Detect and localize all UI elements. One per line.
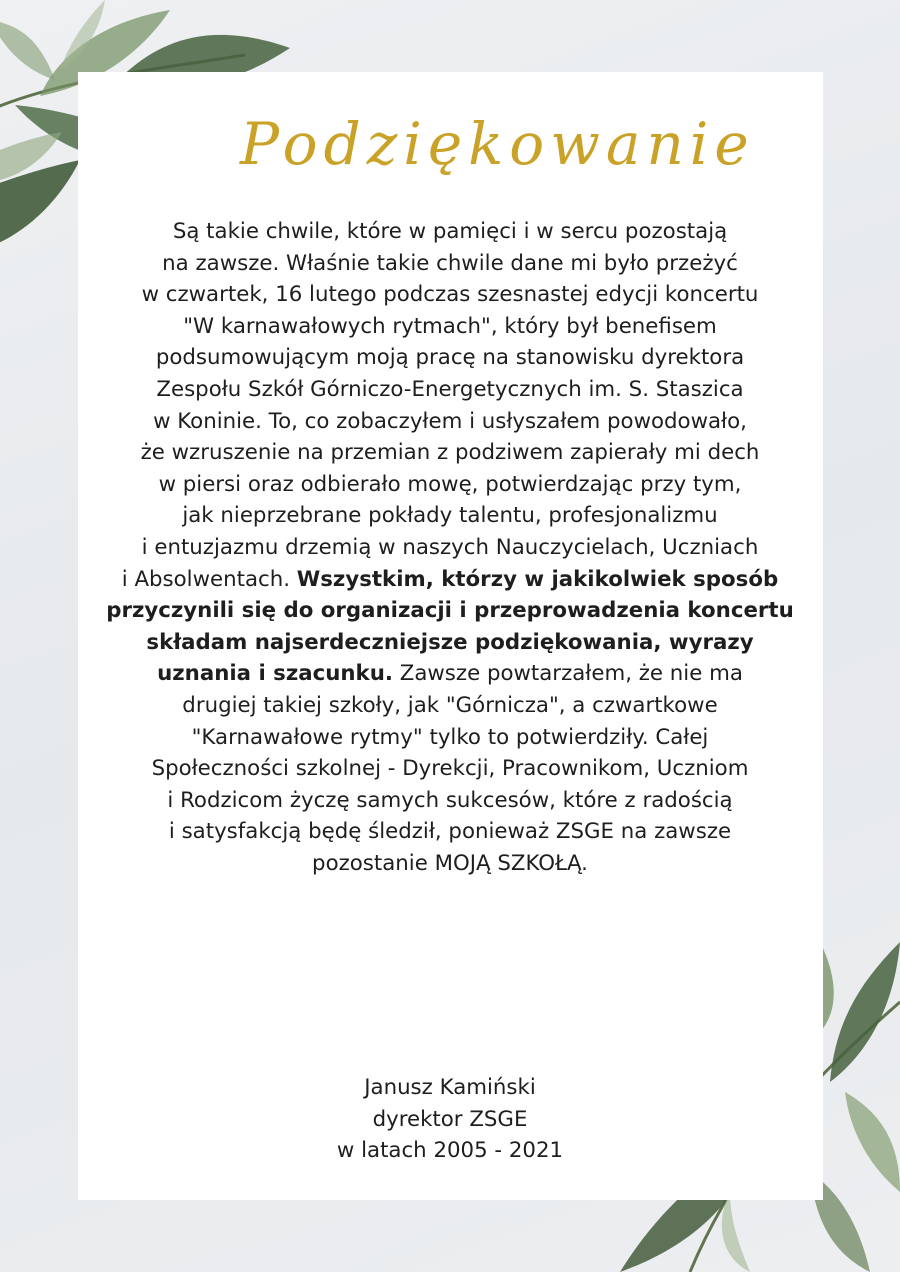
body-text-segment: i Absolwentach. <box>121 566 297 592</box>
signature-name: Janusz Kamiński <box>364 1075 536 1100</box>
body-line <box>96 816 804 848</box>
body-text-segment: Są takie chwile, które w pamięci i w sercu pozostają <box>172 219 728 244</box>
body-text-bold: Wszystkim, którzy w jakikolwiek sposób <box>296 566 779 592</box>
title-lettering-text: Podziękowanie <box>240 110 755 178</box>
signature-role: dyrektor ZSGE <box>372 1106 528 1132</box>
body-text-segment: "Karnawałowe rytmy" tylko to potwierdziły. Całej <box>191 724 709 750</box>
body-line <box>96 564 804 596</box>
signature-block <box>96 1072 804 1167</box>
body-line <box>96 753 804 785</box>
body-line <box>96 248 804 280</box>
body-line <box>96 722 804 754</box>
body-line <box>96 311 804 343</box>
body-line <box>96 627 804 659</box>
body-text-segment: i Rodzicom życzę samych sukcesów, które z radością <box>167 787 733 813</box>
body-text-segment: podsumowującym moją pracę na stanowisku dyrektora <box>155 345 745 371</box>
body-text-segment: i entuzjazmu drzemią w naszych Nauczycielach, Uczniach <box>141 534 759 560</box>
body-text-bold: przyczynili się do organizacji i przeprowadzenia koncertu <box>106 598 794 624</box>
body-line <box>96 469 804 501</box>
page-title <box>230 92 755 202</box>
body-text-segment: na zawsze. Właśnie takie chwile dane mi było przeżyć <box>162 250 738 276</box>
body-line <box>96 785 804 817</box>
body-text-segment: pozostanie MOJĄ SZKOŁĄ. <box>312 850 588 876</box>
body-line <box>96 342 804 374</box>
body-text-segment: że wzruszenie na przemian z podziwem zapierały mi dech <box>140 440 760 466</box>
body-line <box>96 658 804 690</box>
body-text-bold: składam najserdeczniejsze podziękowania, wyrazy <box>146 629 754 655</box>
body-text-segment: "W karnawałowych rytmach", który był benefisem <box>183 313 717 339</box>
body-text-segment: jak nieprzebrane pokłady talentu, profesjonalizmu <box>182 503 718 529</box>
signature-years: w latach 2005 - 2021 <box>336 1138 564 1164</box>
body-line <box>96 216 804 248</box>
body-text-segment: w czwartek, 16 lutego podczas szesnastej edycji koncertu <box>141 282 759 308</box>
body-text-segment: drugiej takiej szkoły, jak "Górnicza", a czwartkowe <box>182 692 718 718</box>
title-lettering <box>230 92 755 202</box>
body-text-segment: w Koninie. To, co zobaczyłem i usłyszałem powodowało, <box>153 408 747 434</box>
body-text-segment: w piersi oraz odbierało mowę, potwierdzając przy tym, <box>158 471 742 497</box>
body-text-segment: i satysfakcją będę śledził, ponieważ ZSGE na zawsze <box>168 819 732 845</box>
body-line <box>96 848 804 880</box>
body-line <box>96 500 804 532</box>
message-body <box>96 216 804 879</box>
body-line <box>96 374 804 406</box>
body-line <box>96 532 804 564</box>
body-line <box>96 279 804 311</box>
body-text-segment: Zawsze powtarzałem, że nie ma <box>392 661 743 687</box>
body-line <box>96 406 804 438</box>
body-line <box>96 595 804 627</box>
body-text-segment: Zespołu Szkół Górniczo-Energetycznych im. S. Staszica <box>156 376 744 402</box>
body-line <box>96 690 804 722</box>
body-text-bold: uznania i szacunku. <box>157 661 393 687</box>
body-line <box>96 437 804 469</box>
body-text-segment: Społeczności szkolnej - Dyrekcji, Pracownikom, Uczniom <box>151 756 749 782</box>
